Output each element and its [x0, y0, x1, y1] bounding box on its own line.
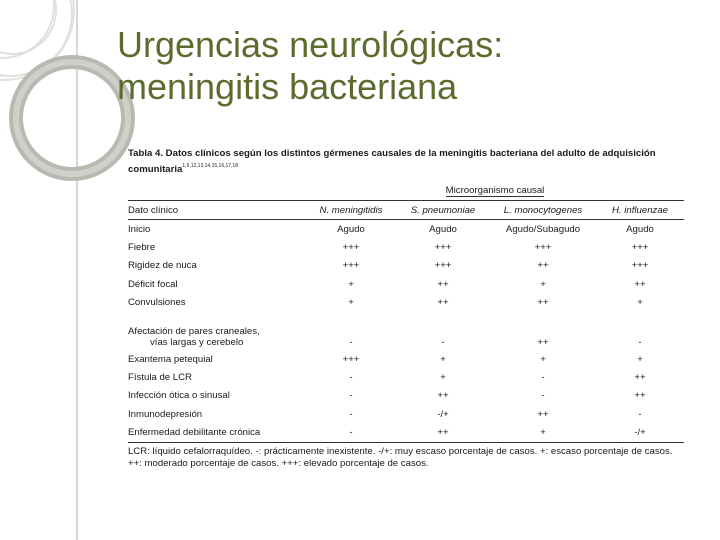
table-cell: + [540, 278, 546, 290]
table-cell: +++ [631, 242, 649, 254]
row-label: Inicio [128, 223, 151, 235]
ring-top [0, 0, 74, 80]
row-label: Exantema petequial [128, 353, 213, 365]
column-header: N. meningitidis [306, 201, 396, 220]
table-cell: ++ [634, 278, 646, 290]
table-cell: - [638, 336, 642, 348]
row-label: Déficit focal [128, 278, 178, 290]
table-cell: +++ [342, 353, 360, 365]
table-cell: + [440, 353, 446, 365]
table-cell: ++ [396, 424, 490, 443]
table-cell: - [541, 390, 545, 402]
table-cell: ++ [537, 297, 549, 309]
table-cell: +++ [342, 260, 360, 272]
table-cell: +++ [342, 242, 360, 254]
table-cell: +++ [434, 242, 452, 254]
table-footnote: LCR: líquido cefalorraquídeo. -: prácticamente inexistente. -/+: muy escaso porcentaje de casos. +: escaso porcentaje de casos. ++: moderado porcentaje de casos. +++: elevado porcentaje de casos. [128, 445, 673, 469]
table-cell: +++ [631, 260, 649, 272]
table-cell: + [440, 372, 446, 384]
table-cell: - [349, 372, 353, 384]
table-caption [128, 148, 684, 176]
table-row [128, 257, 684, 275]
row-label: Inmunodepresión [128, 408, 203, 420]
table-cell: ++ [537, 408, 549, 420]
row-label: Fístula de LCR [128, 372, 192, 384]
title-line-2: meningitis bacteriana [117, 66, 458, 107]
table-cell: - [349, 408, 353, 420]
table-cell: + [540, 353, 546, 365]
table-cell: -/+ [596, 424, 684, 443]
table-row [128, 238, 684, 256]
group-header: Microorganismo causal [445, 185, 545, 196]
table-cell: - [349, 390, 353, 402]
table-cell: Agudo [626, 223, 654, 235]
table-cell: + [637, 297, 643, 309]
row-label: Convulsiones [128, 297, 186, 309]
slide-title [117, 24, 697, 108]
clinical-table-figure [128, 148, 684, 470]
ring-main [16, 62, 128, 174]
table-caption-refs: 1,9,12,13,14,15,16,17,18 [182, 163, 238, 169]
row-label [128, 312, 306, 350]
column-header: L. monocytogenes [490, 201, 596, 220]
table-cell: + [637, 353, 643, 365]
table-caption-text: Tabla 4. Datos clínicos según los distintos gérmenes causales de la meningitis bacteriana del adulto de adquisición comunitaria [128, 148, 656, 175]
table-cell: Agudo [429, 223, 457, 235]
table-cell: - [541, 372, 545, 384]
table-cell: ++ [537, 336, 549, 348]
column-header: Dato clínico [128, 201, 306, 220]
table-row [128, 312, 684, 350]
table-cell: - [349, 336, 353, 348]
table-cell: + [348, 297, 354, 309]
row-label-line-2: vías largas y cerebelo [150, 336, 244, 348]
table-row [128, 350, 684, 368]
table-cell: -/+ [437, 408, 449, 420]
table-row [128, 368, 684, 386]
row-label: Enfermedad debilitante crónica [128, 424, 306, 443]
table-cell: Agudo/Subagudo [505, 223, 581, 235]
table-row [128, 220, 684, 239]
table-cell: ++ [437, 278, 449, 290]
row-label: Fiebre [128, 242, 156, 254]
clinical-table [128, 182, 684, 443]
table-row [128, 387, 684, 405]
table-cell: - [638, 408, 642, 420]
table-cell: ++ [437, 297, 449, 309]
table-cell: +++ [534, 242, 552, 254]
column-header: S. pneumoniae [396, 201, 490, 220]
table-cell: ++ [634, 372, 646, 384]
table-cell: + [490, 424, 596, 443]
table-cell: ++ [634, 390, 646, 402]
table-row [128, 294, 684, 312]
table-cell: ++ [537, 260, 549, 272]
table-row [128, 275, 684, 293]
row-label: Infección ótica o sinusal [128, 390, 230, 402]
table-row [128, 424, 684, 443]
row-label-line-1: Afectación de pares craneales, [128, 325, 260, 337]
table-cell: + [348, 278, 354, 290]
table-cell: - [441, 336, 445, 348]
column-header: H. influenzae [596, 201, 684, 220]
table-cell: Agudo [337, 223, 365, 235]
table-cell: ++ [437, 390, 449, 402]
table-row [128, 405, 684, 423]
row-label: Rigidez de nuca [128, 260, 197, 272]
table-cell: +++ [434, 260, 452, 272]
title-line-1: Urgencias neurológicas: [117, 24, 504, 65]
table-cell: - [306, 424, 396, 443]
